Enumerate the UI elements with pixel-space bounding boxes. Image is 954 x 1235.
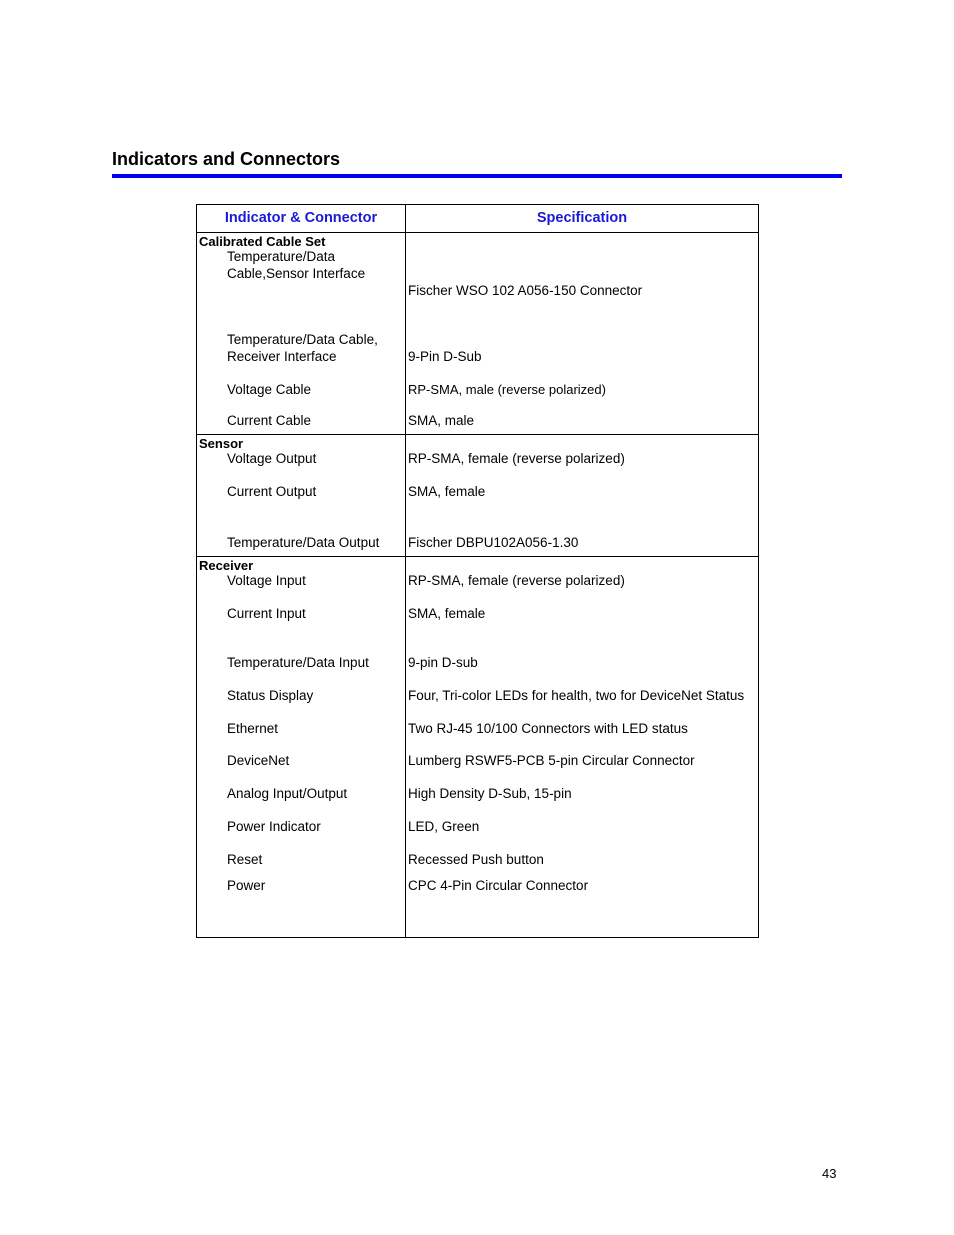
indicator-cell: Temperature/Data Cable,Sensor Interface (197, 249, 406, 299)
indicator-cell: DeviceNet (197, 737, 406, 769)
table-row (197, 451, 759, 468)
section-heading: Indicators and Connectors (112, 149, 341, 169)
table-row (197, 894, 759, 937)
table-row (197, 737, 759, 769)
heading-rule (112, 174, 842, 178)
indicator-cell: Voltage Input (197, 573, 406, 590)
table-row (197, 704, 759, 737)
spec-cell: High Density D-Sub, 15-pin (408, 785, 572, 801)
indicator-cell: Current Output (197, 467, 406, 500)
indicator-cell: Analog Input/Output (197, 769, 406, 802)
column-header-indicator: Indicator & Connector (197, 205, 406, 233)
section-name: Calibrated Cable Set (197, 233, 406, 250)
table-row (197, 802, 759, 835)
section-spec-empty (406, 434, 759, 451)
table-row (197, 500, 759, 556)
indicator-cell: Voltage Cable (197, 365, 406, 398)
indicator-cell: Temperature/Data Cable, Receiver Interface (197, 299, 406, 365)
spec-cell: RP-SMA, male (reverse polarized) (408, 381, 606, 397)
spec-cell: Fischer WSO 102 A056-150 Connector (408, 282, 643, 298)
spec-cell: Two RJ-45 10/100 Connectors with LED status (408, 720, 688, 736)
spec-cell: SMA, female (408, 605, 486, 621)
indicator-cell: Current Cable (197, 398, 406, 434)
table-row (197, 589, 759, 622)
indicator-cell: Power Indicator (197, 802, 406, 835)
indicator-cell (197, 894, 406, 937)
spec-cell: LED, Green (408, 818, 480, 834)
table-row (197, 868, 759, 894)
table-row (197, 573, 759, 590)
table-row (197, 622, 759, 671)
table-row (197, 769, 759, 802)
indicator-cell: Ethernet (197, 704, 406, 737)
section-name: Receiver (197, 556, 406, 573)
spec-cell: RP-SMA, female (reverse polarized) (408, 450, 625, 466)
spec-cell: Four, Tri-color LEDs for health, two for DeviceNet Status (408, 687, 745, 703)
table-header-row (197, 205, 759, 233)
section-row (197, 556, 759, 573)
indicator-cell: Reset (197, 835, 406, 868)
spec-cell: 9-Pin D-Sub (408, 348, 482, 364)
table-row (197, 467, 759, 500)
table-row (197, 398, 759, 434)
indicator-cell: Status Display (197, 671, 406, 704)
spec-cell (406, 894, 759, 937)
section-spec-empty (406, 556, 759, 573)
indicator-cell: Power (197, 868, 406, 894)
table-row (197, 299, 759, 365)
column-header-specification: Specification (406, 205, 759, 233)
spec-cell: SMA, female (408, 483, 486, 499)
section-spec-empty (406, 233, 759, 250)
spec-cell: 9-pin D-sub (408, 654, 478, 670)
indicator-cell: Voltage Output (197, 451, 406, 468)
table-row (197, 365, 759, 398)
spec-cell: Recessed Push button (408, 851, 544, 867)
indicator-cell: Temperature/Data Input (197, 622, 406, 671)
spec-cell: SMA, male (408, 413, 475, 428)
table-row (197, 249, 759, 299)
spec-cell: RP-SMA, female (reverse polarized) (408, 572, 625, 588)
table-row (197, 671, 759, 704)
page-number: 43 (822, 1166, 837, 1181)
section-row (197, 434, 759, 451)
spec-cell: Fischer DBPU102A056-1.30 (408, 535, 579, 550)
table-row (197, 835, 759, 868)
indicator-cell: Temperature/Data Output (197, 500, 406, 556)
indicator-cell: Current Input (197, 589, 406, 622)
section-row (197, 233, 759, 250)
indicators-connectors-table (196, 204, 759, 938)
section-name: Sensor (197, 434, 406, 451)
spec-cell: Lumberg RSWF5-PCB 5-pin Circular Connector (408, 752, 695, 768)
spec-cell: CPC 4-Pin Circular Connector (408, 877, 589, 893)
